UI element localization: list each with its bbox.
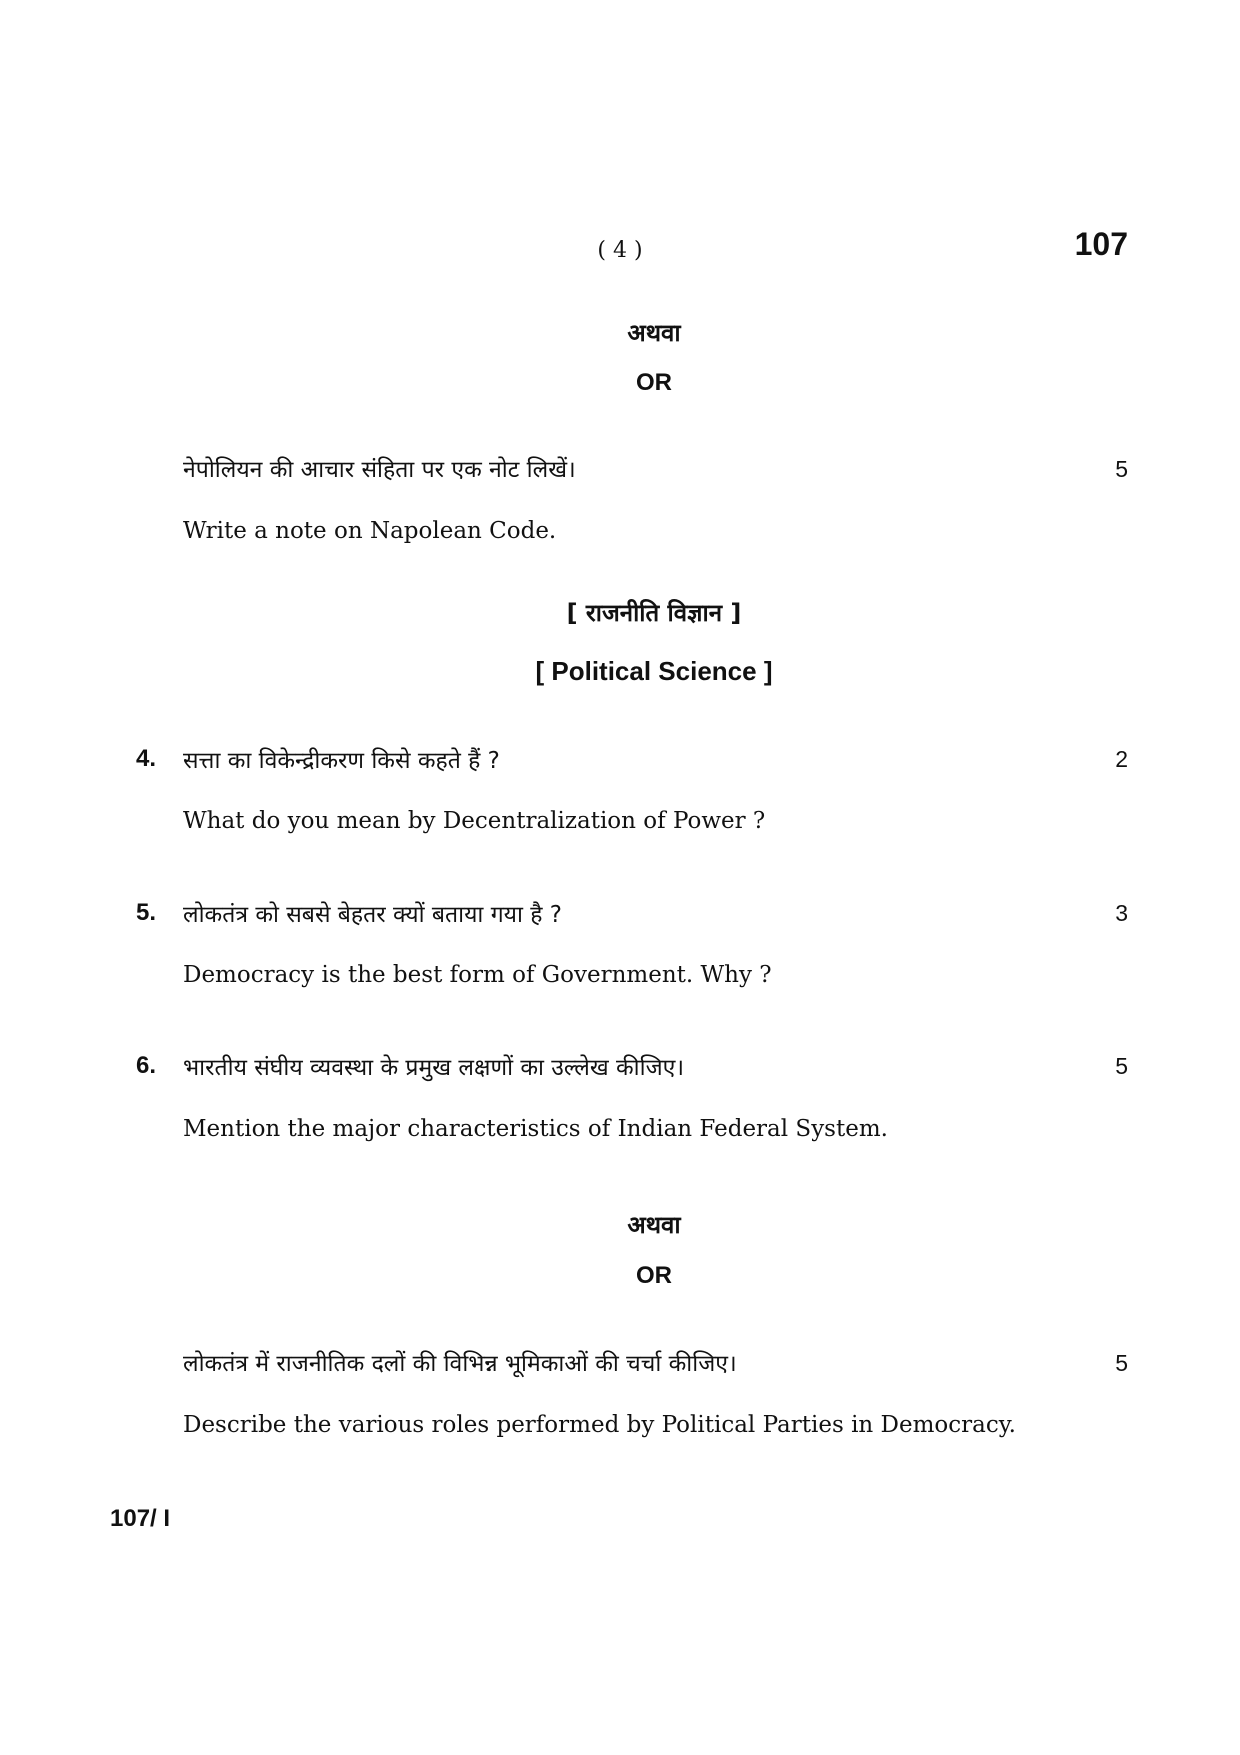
question-6-number: 6. xyxy=(136,1052,157,1079)
question-5-english: Democracy is the best form of Government. Why ? xyxy=(183,962,772,988)
section-heading-english: [ Political Science ] xyxy=(535,656,773,686)
question-6-hindi: भारतीय संघीय व्यवस्था के प्रमुख लक्षणों का उल्लेख कीजिए। xyxy=(183,1055,685,1081)
question-5-hindi: लोकतंत्र को सबसे बेहतर क्यों बताया गया है ? xyxy=(183,902,562,928)
question-5-marks: 3 xyxy=(1115,900,1128,926)
section-heading-hindi: [ राजनीति विज्ञान ] xyxy=(566,599,742,627)
footer-paper-code: 107/ I xyxy=(110,1505,171,1532)
alt-question-1-hindi: नेपोलियन की आचार संहिता पर एक नोट लिखें। xyxy=(183,457,576,483)
alt-question-1-marks: 5 xyxy=(1115,456,1128,482)
or-heading-2-english: OR xyxy=(636,1262,672,1289)
alt-question-2-hindi: लोकतंत्र में राजनीतिक दलों की विभिन्न भूमिकाओं की चर्चा कीजिए। xyxy=(183,1351,737,1377)
question-6-marks: 5 xyxy=(1115,1053,1128,1079)
alt-question-1-english: Write a note on Napolean Code. xyxy=(183,518,557,544)
alt-question-2-marks: 5 xyxy=(1115,1350,1128,1376)
page-number: ( 4 ) xyxy=(597,238,643,263)
question-4-hindi: सत्ता का विकेन्द्रीकरण किसे कहते हैं ? xyxy=(183,748,500,774)
question-4-number: 4. xyxy=(136,745,157,772)
paper-code: 107 xyxy=(1074,226,1128,262)
question-5-number: 5. xyxy=(136,899,157,926)
alt-question-2-english: Describe the various roles performed by Political Parties in Democracy. xyxy=(183,1412,1016,1438)
question-4-english: What do you mean by Decentralization of Power ? xyxy=(183,808,766,834)
question-6-english: Mention the major characteristics of Indian Federal System. xyxy=(183,1116,888,1142)
or-heading-hindi: अथवा xyxy=(627,319,681,347)
or-heading-english: OR xyxy=(636,369,672,396)
or-heading-2-hindi: अथवा xyxy=(627,1211,681,1239)
question-4-marks: 2 xyxy=(1115,746,1128,772)
